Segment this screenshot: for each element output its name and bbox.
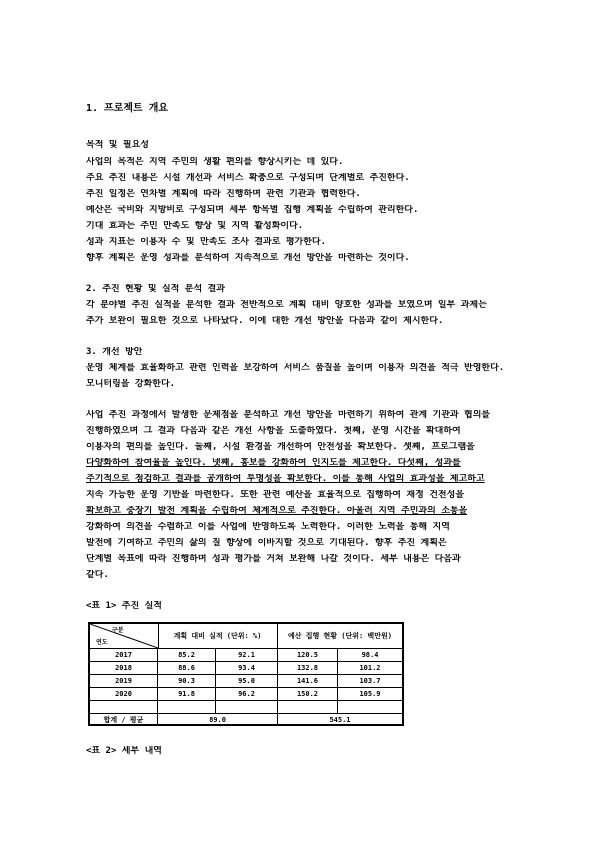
table-cell: 103.7 xyxy=(359,676,381,685)
table-cell xyxy=(278,700,338,713)
table-cell: 88.6 xyxy=(158,661,216,674)
text-line: 운영 체계를 효율화하고 관련 인력을 보강하여 서비스 품질을 높이며 이용자 의견을 적극 반영한다. xyxy=(86,363,505,373)
text-line: 성과 지표는 이용자 수 및 만족도 조사 결과로 평가한다. xyxy=(86,237,327,247)
corner-top-label: 구분 xyxy=(112,627,124,634)
table-cell: 105.9 xyxy=(359,689,381,698)
table-corner-cell xyxy=(90,624,159,648)
corner-bottom-label: 연도 xyxy=(96,639,108,646)
table-row xyxy=(90,674,402,688)
table-cell: 141.6 xyxy=(278,674,338,687)
text-line: 모니터링을 강화한다. xyxy=(86,379,176,389)
group-header-a: 계획 대비 실적 (단위: %) xyxy=(158,624,278,648)
total-label: 합계 / 평균 xyxy=(90,713,158,726)
text-line: <표 1> 추진 실적 xyxy=(86,601,162,611)
text-line: 사업의 목적은 지역 주민의 생활 편의를 향상시키는 데 있다. xyxy=(86,157,344,167)
table-row xyxy=(90,700,402,714)
table-cell: 90.3 xyxy=(158,674,216,687)
table-cell: 2020 xyxy=(90,687,158,700)
total-a: 89.0 xyxy=(158,713,278,726)
text-line: 주요 추진 내용은 시설 개선과 서비스 확충으로 구성되며 단계별로 추진한다. xyxy=(86,173,410,183)
text-line: 강화하여 의견을 수렴하고 이를 사업에 반영하도록 노력한다. 이러한 노력을 통해 지역 xyxy=(86,522,450,532)
total-b: 545.1 xyxy=(329,715,351,724)
text-line: <표 2> 세부 내역 xyxy=(86,746,162,756)
table-cell xyxy=(216,700,278,713)
table-row xyxy=(90,648,402,662)
text-line: 각 분야별 추진 실적을 분석한 결과 전반적으로 계획 대비 양호한 성과를 보였으며 일부 과제는 xyxy=(86,300,487,310)
table-cell: 120.5 xyxy=(278,648,338,661)
text-line: 단계별 목표에 따라 진행하며 성과 평가를 거쳐 보완해 나갈 것이다. 세부 내용은 다음과 xyxy=(86,554,461,564)
text-line: 추진 일정은 연차별 계획에 따라 진행하며 관련 기관과 협력한다. xyxy=(86,189,361,199)
table-cell: 2018 xyxy=(90,661,158,674)
text-line: 기대 효과는 주민 만족도 향상 및 지역 활성화이다. xyxy=(86,221,304,231)
table-cell: 91.8 xyxy=(158,687,216,700)
table-total-row xyxy=(90,713,402,726)
text-line: 이용자의 편의를 높인다. 둘째, 시설 환경을 개선하여 안전성을 확보한다. 셋째, 프로그램을 xyxy=(86,442,475,452)
text-line: 사업 추진 과정에서 발생한 문제점을 분석하고 개선 방안을 마련하기 위하여 관계 기관과 협의를 xyxy=(86,410,491,420)
table-row xyxy=(90,687,402,701)
table-cell: 96.2 xyxy=(216,687,278,700)
group-header-b: 예산 집행 현황 (단위: 백만원) xyxy=(288,632,392,640)
text-line: 향후 계획은 운영 성과를 분석하여 지속적으로 개선 방안을 마련하는 것이다. xyxy=(86,253,410,263)
table-cell: 2019 xyxy=(90,674,158,687)
text-line: 목적 및 필요성 xyxy=(86,140,150,150)
table-cell: 101.2 xyxy=(359,663,381,672)
text-line: 추가 보완이 필요한 것으로 나타났다. 이에 대한 개선 방안을 다음과 같이 제시한다. xyxy=(86,316,444,326)
table-cell: 85.2 xyxy=(158,648,216,661)
table-cell: 95.0 xyxy=(216,674,278,687)
text-line: 진행하였으며 그 결과 다음과 같은 개선 사항을 도출하였다. 첫째, 운영 시간을 확대하여 xyxy=(86,426,461,436)
table-cell: 2017 xyxy=(90,648,158,661)
text-line: 같다. xyxy=(86,570,109,580)
table-cell: 150.2 xyxy=(278,687,338,700)
table-cell xyxy=(338,700,402,713)
text-line: 예산은 국비와 지방비로 구성되며 세부 항목별 집행 계획을 수립하여 관리한다. xyxy=(86,205,419,215)
data-table xyxy=(88,622,404,726)
text-line: 주기적으로 점검하고 결과를 공개하여 투명성을 확보한다. 이를 통해 사업의 효과성을 제고하고 xyxy=(86,474,485,484)
text-line: 3. 개선 방안 xyxy=(86,347,143,357)
text-line: 지속 가능한 운영 기반을 마련한다. 또한 관련 예산을 효율적으로 집행하여 재정 건전성을 xyxy=(86,490,465,500)
text-line: 2. 추진 현황 및 실적 분석 결과 xyxy=(86,284,225,294)
text-line: 발전에 기여하고 주민의 삶의 질 향상에 이바지할 것으로 기대된다. 향후 추진 계획은 xyxy=(86,538,447,548)
text-line: 확보하고 중장기 발전 계획을 수립하여 체계적으로 추진한다. 아울러 지역 주민과의 소통을 xyxy=(86,506,468,516)
table-cell: 92.1 xyxy=(216,648,278,661)
table-cell: 132.8 xyxy=(278,661,338,674)
table-cell xyxy=(158,700,216,713)
table-row xyxy=(90,661,402,675)
table-header-row xyxy=(90,624,402,649)
table-cell: 98.4 xyxy=(361,650,379,659)
document-title: 1. 프로젝트 개요 xyxy=(86,103,169,114)
table-cell: 93.4 xyxy=(216,661,278,674)
table-cell xyxy=(90,700,158,713)
text-line: 다양화하여 참여율을 높인다. 넷째, 홍보를 강화하여 인지도를 제고한다. 다섯째, 성과를 xyxy=(86,458,461,468)
